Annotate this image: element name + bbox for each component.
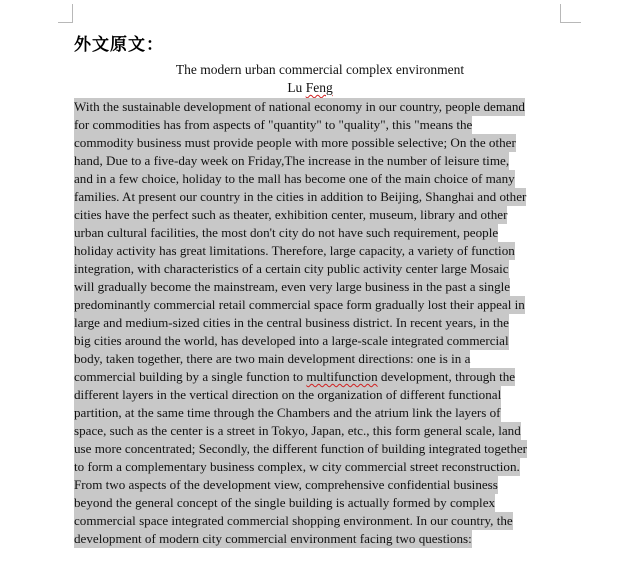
body-text-line: and in a few choice, holiday to the mall has become one of the main choice of many bbox=[74, 171, 515, 186]
section-heading: 外文原文： bbox=[74, 35, 164, 55]
spellcheck-flagged-word[interactable]: Feng bbox=[305, 80, 333, 95]
page-corner-mark-top-right bbox=[560, 4, 581, 23]
body-text-line: space, such as the center is a street in Tokyo, Japan, etc., this form general scale, land bbox=[74, 423, 521, 438]
body-text-line: With the sustainable development of national economy in our country, people demand bbox=[74, 99, 525, 114]
body-text-line: hand, Due to a five-day week on Friday,The increase in the number of leisure time, bbox=[74, 153, 510, 168]
body-text-line: different layers in the vertical direction on the organization of different functional bbox=[74, 387, 502, 402]
body-text-line: predominantly commercial retail commercial space form gradually lost their appeal in bbox=[74, 297, 525, 312]
body-text-line: body, taken together, there are two main development directions: one is in a bbox=[74, 351, 471, 366]
document-author: Lu Feng bbox=[287, 80, 333, 95]
body-text-line: commercial space integrated commercial shopping environment. In our country, the bbox=[74, 513, 513, 528]
body-text-line: From two aspects of the development view, comprehensive confidential business bbox=[74, 477, 498, 492]
body-text-line: cities have the perfect such as theater, exhibition center, museum, library and other bbox=[74, 207, 508, 222]
body-text-line: urban cultural facilities, the most don't city do not have such requirement, people bbox=[74, 225, 499, 240]
body-paragraph[interactable] bbox=[74, 98, 564, 548]
body-text-line: big cities around the world, has developed into a large-scale integrated commercial bbox=[74, 333, 509, 348]
body-text-line: integration, with characteristics of a certain city public activity center large Mosaic bbox=[74, 261, 509, 276]
page-corner-mark-top-left bbox=[58, 4, 73, 23]
body-text-line: families. At present our country in the cities in addition to Beijing, Shanghai and other bbox=[74, 189, 527, 204]
body-text-line: partition, at the same time through the Chambers and the atrium link the layers of bbox=[74, 405, 501, 420]
body-text-line: development of modern city commercial environment facing two questions: bbox=[74, 531, 472, 546]
body-text-line: to form a complementary business complex, w city commercial street reconstruction. bbox=[74, 459, 520, 474]
body-text-line: for commodities has from aspects of "quantity" to "quality", this "means the bbox=[74, 117, 473, 132]
spellcheck-flagged-word[interactable]: multifunction bbox=[306, 369, 378, 384]
body-text-line: commercial building by a single function to multifunction development, through the bbox=[74, 369, 516, 384]
body-text-line: use more concentrated; Secondly, the different function of building integrated together bbox=[74, 441, 528, 456]
body-text-line: will gradually become the mainstream, even very large business in the past a single bbox=[74, 279, 511, 294]
body-text-line: large and medium-sized cities in the central business district. In recent years, in the bbox=[74, 315, 509, 330]
document-title: The modern urban commercial complex environment bbox=[175, 62, 465, 77]
body-text-line: holiday activity has great limitations. Therefore, large capacity, a variety of function bbox=[74, 243, 515, 258]
body-text-line: beyond the general concept of the single building is actually formed by complex bbox=[74, 495, 496, 510]
body-text-line: commodity business must provide people with more possible selective; On the other bbox=[74, 135, 516, 150]
